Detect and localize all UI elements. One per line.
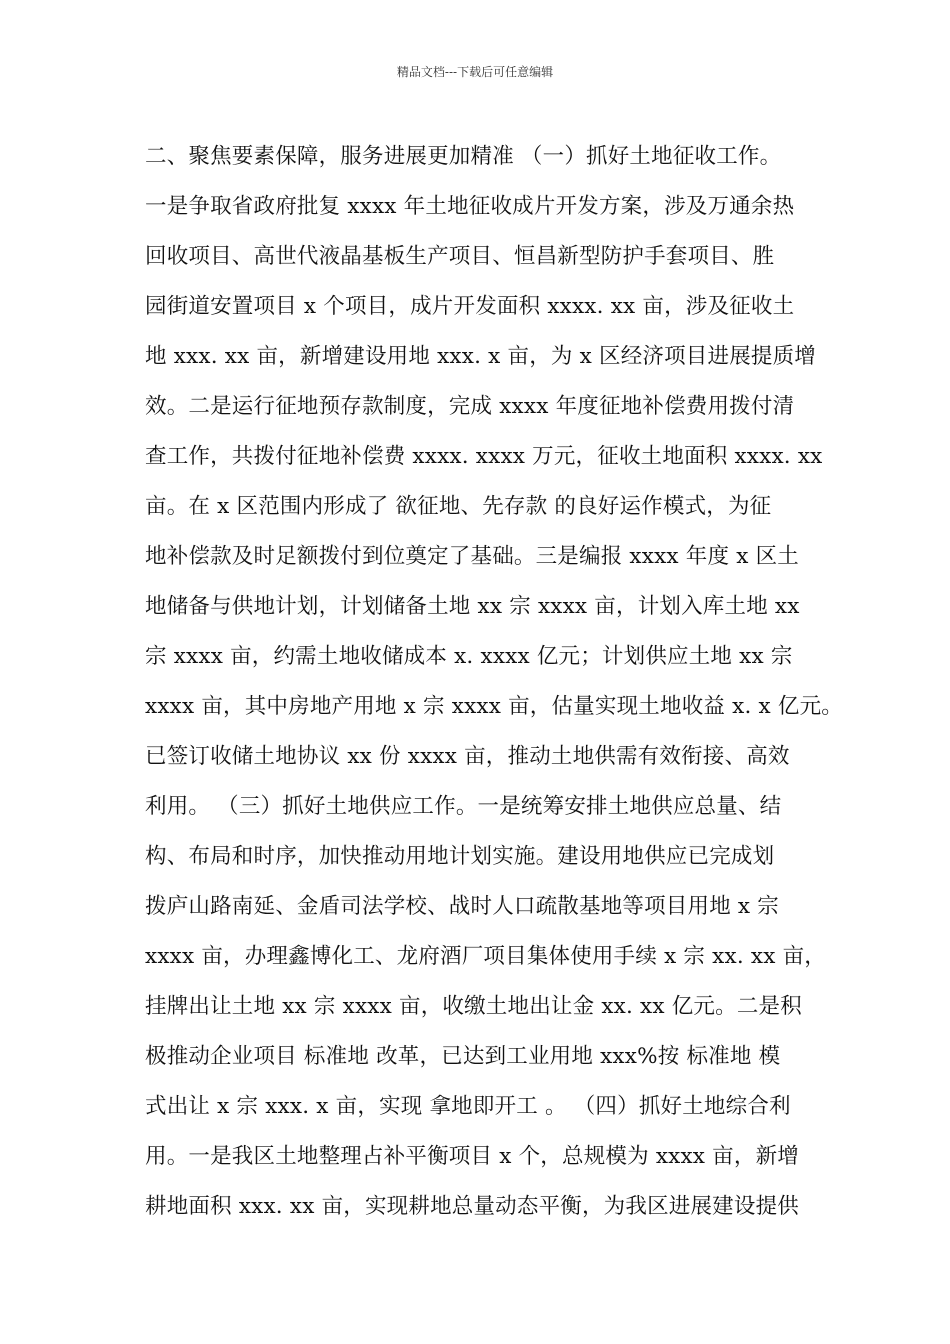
text-line: 用。一是我区土地整理占补平衡项目 x 个，总规模为 xxxx 亩，新增 xyxy=(145,1144,799,1169)
text-line: 式出让 x 宗 xxx. x 亩，实现 拿地即开工 。 （四）抓好土地综合利 xyxy=(145,1094,791,1119)
text-line: 二、聚焦要素保障，服务进展更加精准 （一）抓好土地征收工作。 xyxy=(145,144,782,169)
text-line: 园街道安置项目 x 个项目，成片开发面积 xxxx. xx 亩，涉及征收土 xyxy=(145,294,795,319)
text-line: 已签订收储土地协议 xx 份 xxxx 亩，推动土地供需有效衔接、高效 xyxy=(145,744,790,769)
text-line: 宗 xxxx 亩，约需土地收储成本 x. xxxx 亿元；计划供应土地 xx 宗 xyxy=(145,644,793,669)
text-line: 挂牌出让土地 xx 宗 xxxx 亩，收缴土地出让金 xx. xx 亿元。二是积 xyxy=(145,994,802,1019)
text-line: 查工作，共拨付征地补偿费 xxxx. xxxx 万元，征收土地面积 xxxx. xx xyxy=(145,444,823,469)
text-line: 耕地面积 xxx. xx 亩，实现耕地总量动态平衡，为我区进展建设提供 xyxy=(145,1194,799,1219)
text-line: 地补偿款及时足额拨付到位奠定了基础。三是编报 xxxx 年度 x 区土 xyxy=(145,544,799,569)
text-line: 拨庐山路南延、金盾司法学校、战时人口疏散基地等项目用地 x 宗 xyxy=(145,894,779,919)
text-line: 一是争取省政府批复 xxxx 年土地征收成片开发方案，涉及万通余热 xyxy=(145,194,795,219)
text-line: 利用。 （三）抓好土地供应工作。一是统筹安排土地供应总量、结 xyxy=(145,794,782,819)
text-line: xxxx 亩，办理鑫博化工、龙府酒厂项目集体使用手续 x 宗 xx. xx 亩， xyxy=(145,944,826,969)
text-line: 效。二是运行征地预存款制度，完成 xxxx 年度征地补偿费用拨付清 xyxy=(145,394,795,419)
text-line: 亩。在 x 区范围内形成了 欲征地、先存款 的良好运作模式，为征 xyxy=(145,494,772,519)
text-line: 极推动企业项目 标准地 改革，已达到工业用地 xxx%按 标准地 模 xyxy=(145,1044,781,1069)
text-line: xxxx 亩，其中房地产用地 x 宗 xxxx 亩，估量实现土地收益 x. x 亿元。 xyxy=(145,694,843,719)
body-text xyxy=(145,132,843,1232)
page-header: 精品文档---下载后可任意编辑 xyxy=(396,65,554,79)
text-line: 构、布局和时序，加快推动用地计划实施。建设用地供应已完成划 xyxy=(145,844,775,869)
text-line: 回收项目、高世代液晶基板生产项目、恒昌新型防护手套项目、胜 xyxy=(145,244,775,269)
text-line: 地储备与供地计划，计划储备土地 xx 宗 xxxx 亩，计划入库土地 xx xyxy=(145,594,800,619)
text-line: 地 xxx. xx 亩，新增建设用地 xxx. x 亩，为 x 区经济项目进展提质增 xyxy=(145,344,816,369)
